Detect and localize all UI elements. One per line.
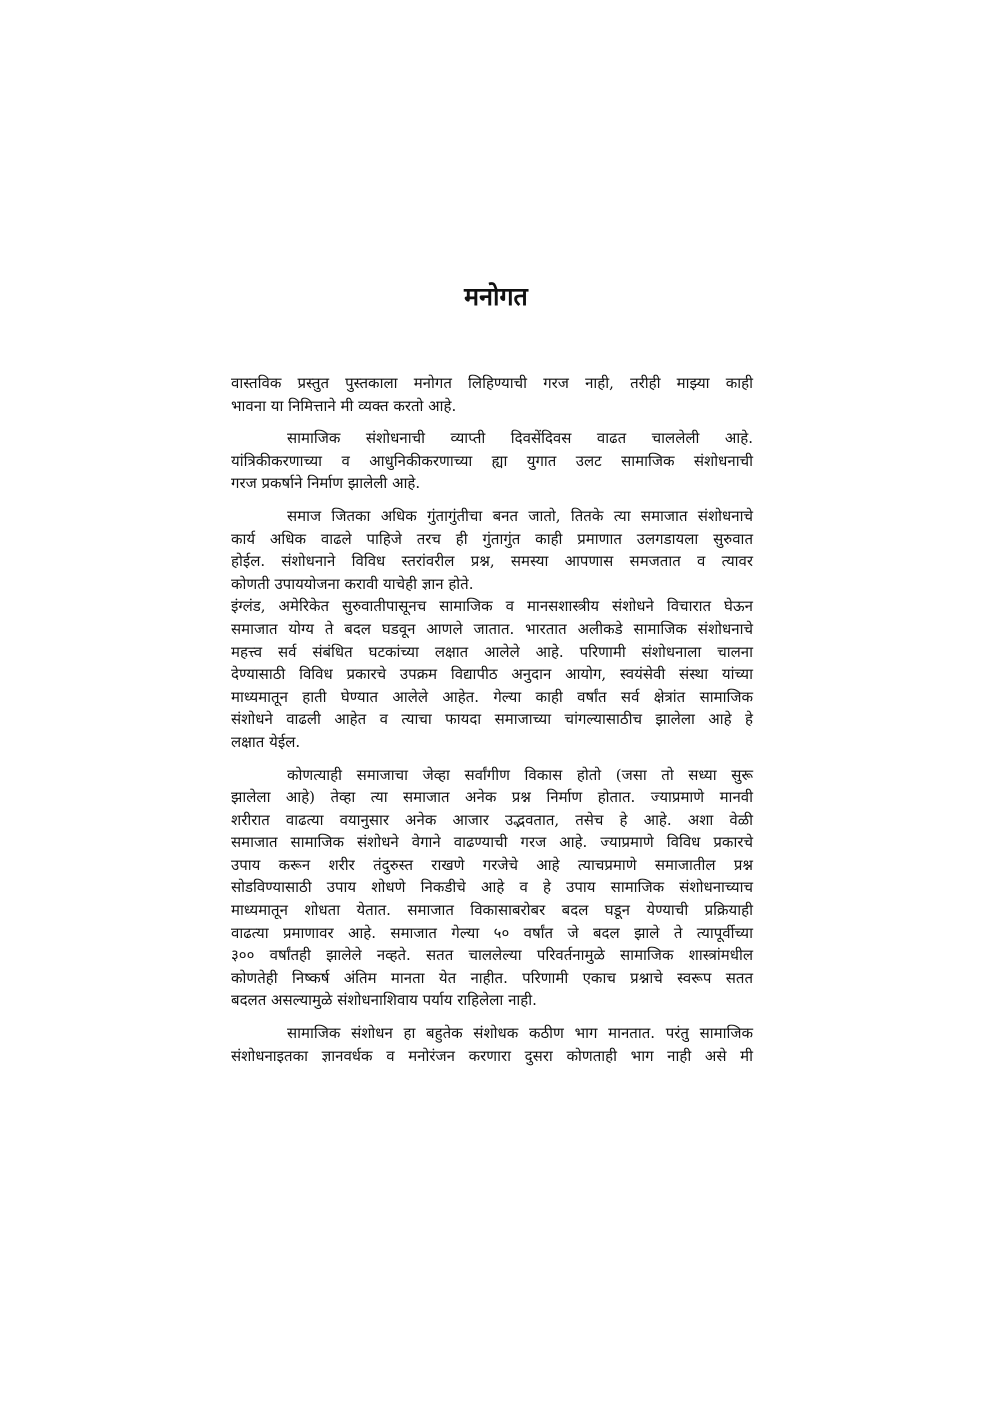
text-line: कार्य अधिक वाढले पाहिजे तरच ही गुंतागुंत काही प्रमाणात उलगडायला सुरुवात xyxy=(231,529,753,548)
text-line: देण्यासाठी विविध प्रकारचे उपक्रम विद्यापीठ अनुदान आयोग, स्वयंसेवी संस्था यांच्या xyxy=(231,665,753,684)
paragraph xyxy=(231,427,753,495)
text-line: सामाजिक संशोधनाची व्याप्ती दिवसेंदिवस वाढत चाललेली आहे. xyxy=(287,429,753,448)
text-line: यांत्रिकीकरणाच्या व आधुनिकीकरणाच्या ह्या युगात उलट सामाजिक संशोधनाची xyxy=(231,451,753,470)
text-line: उपाय करून शरीर तंदुरुस्त राखणे गरजेचे आहे त्याचप्रमाणे समाजातील प्रश्न xyxy=(231,855,753,874)
paragraph xyxy=(231,764,753,1013)
text-line: सामाजिक संशोधन हा बहुतेक संशोधक कठीण भाग मानतात. परंतु सामाजिक xyxy=(287,1024,753,1043)
text-line: गरज प्रकर्षाने निर्माण झालेली आहे. xyxy=(231,474,421,493)
text-line: माध्यमातून हाती घेण्यात आलेले आहेत. गेल्या काही वर्षांत सर्व क्षेत्रांत सामाजिक xyxy=(231,687,753,706)
text-line: समाजात योग्य ते बदल घडवून आणले जातात. भारतात अलीकडे सामाजिक संशोधनाचे xyxy=(231,619,753,638)
text-line: कोणती उपाययोजना करावी याचेही ज्ञान होते. xyxy=(231,574,474,593)
text-line: भावना या निमित्ताने मी व्यक्त करतो आहे. xyxy=(231,396,457,415)
text-line: शरीरात वाढत्या वयानुसार अनेक आजार उद्भवतात, तसेच हे आहे. अशा वेळी xyxy=(231,810,753,829)
paragraph xyxy=(231,505,753,595)
text-line: वास्तविक प्रस्तुत पुस्तकाला मनोगत लिहिण्याची गरज नाही, तरीही माझ्या काही xyxy=(231,374,753,392)
text-line: महत्त्व सर्व संबंधित घटकांच्या लक्षात आलेले आहे. परिणामी संशोधनाला चालना xyxy=(231,642,753,661)
text-line: माध्यमातून शोधता येतात. समाजात विकासाबरोबर बदल घडून येण्याची प्रक्रियाही xyxy=(231,901,753,920)
text-line: वाढत्या प्रमाणावर आहे. समाजात गेल्या ५० वर्षांत जे बदल झाले ते त्यापूर्वीच्या xyxy=(231,923,753,942)
text-line: इंग्लंड, अमेरिकेत सुरुवातीपासूनच सामाजिक व मानसशास्त्रीय संशोधने विचारात घेऊन xyxy=(231,597,753,616)
text-line: बदलत असल्यामुळे संशोधनाशिवाय पर्याय राहिलेला नाही. xyxy=(231,991,537,1010)
text-line: लक्षात येईल. xyxy=(231,732,301,751)
text-line: कोणत्याही समाजाचा जेव्हा सर्वांगीण विकास होतो (जसा तो सध्या सुरू xyxy=(287,765,753,784)
paragraph xyxy=(231,372,753,417)
text-line: संशोधनाइतका ज्ञानवर्धक व मनोरंजन करणारा दुसरा कोणताही भाग नाही असे मी xyxy=(231,1046,753,1065)
paragraph xyxy=(231,595,753,753)
page-title: मनोगत xyxy=(464,281,528,311)
document-body xyxy=(231,372,753,1067)
text-line: कोणतेही निष्कर्ष अंतिम मानता येत नाहीत. परिणामी एकाच प्रश्नाचे स्वरूप सतत xyxy=(231,968,753,987)
paragraph xyxy=(231,1022,753,1067)
text-line: ३०० वर्षांतही झालेले नव्हते. सतत चाललेल्या परिवर्तनामुळे सामाजिक शास्त्रांमधील xyxy=(231,946,753,965)
text-line: होईल. संशोधनाने विविध स्तरांवरील प्रश्न, समस्या आपणास समजतात व त्यावर xyxy=(231,552,753,571)
text-line: झालेला आहे) तेव्हा त्या समाजात अनेक प्रश्न निर्माण होतात. ज्याप्रमाणे मानवी xyxy=(231,788,753,807)
text-line: सोडविण्यासाठी उपाय शोधणे निकडीचे आहे व हे उपाय सामाजिक संशोधनाच्याच xyxy=(231,878,753,897)
text-line: संशोधने वाढली आहेत व त्याचा फायदा समाजाच्या चांगल्यासाठीच झालेला आहे हे xyxy=(231,710,753,729)
text-line: समाजात सामाजिक संशोधने वेगाने वाढण्याची गरज आहे. ज्याप्रमाणे विविध प्रकारचे xyxy=(231,833,753,852)
text-line: समाज जितका अधिक गुंतागुंतीचा बनत जातो, तितके त्या समाजात संशोधनाचे xyxy=(287,506,753,525)
